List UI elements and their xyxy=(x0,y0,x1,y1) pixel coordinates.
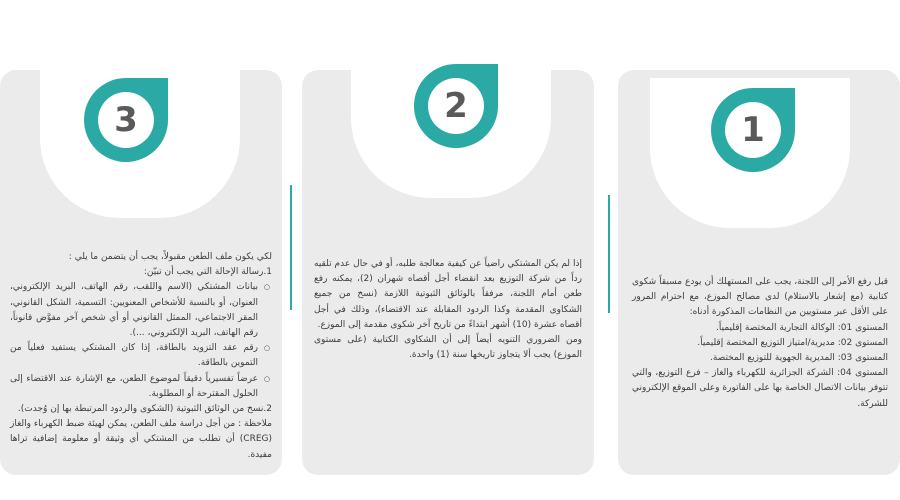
step-1-level: المستوى 01: الوكالة التجارية المختصة إقليمياً. xyxy=(716,322,888,333)
step-3-intro: لكي يكون ملف الطعن مقبولاً، يجب أن يتضمن ما يلي : xyxy=(68,252,272,262)
list-item: ○ بيانات المشتكي (الاسم واللقب، رقم الهاتف، البريد الإلكتروني، العنوان، أو بالنسبة للأشخاص المعنويين: التسمية، الشكل القانوني، المقر الاجتماعي، الممثل القانوني أو أي شخص آخر مفوَّض قانوناً، رقم الهاتف، البريد الإلكتروني، ...). xyxy=(10,280,258,341)
step-3-note: ملاحظة : من أجل دراسة ملف الطعن، يمكن لهيئة ضبط الكهرباء والغاز (CREG) أن تطلب من المشتكي أي وثيقة أو معلومة إضافية تراها مفيدة. xyxy=(10,419,272,460)
step-3-item-2: 2.نسخ من الوثائق الثبوتية (الشكوى والردود المرتبطة بها إن وُجدت). xyxy=(17,404,272,415)
step-2-text xyxy=(314,257,582,363)
divider-line xyxy=(608,195,610,313)
step-2-note: ومن الضروري التنويه أيضاً إلى أن الشكاوى الكتابية (على مستوى الموزع) يجب ألا يتجاوز تاريخها سنة (1) واحدة. xyxy=(314,335,582,361)
step-badge-2 xyxy=(408,58,504,154)
step-number: 1 xyxy=(741,110,765,150)
list-item: ○ رقم عقد التزويد بالطاقة، إذا كان المشتكي يستفيد فعلياً من التموين بالطاقة. xyxy=(10,341,258,371)
step-number: 3 xyxy=(114,100,138,140)
step-1-level: المستوى 04: الشركة الجزائرية للكهرباء والغاز – فرع التوزيع، والتي تتوفر بيانات الاتصال الخاصة بها على الفاتورة وعلى الموقع الإلكتروني للشركة. xyxy=(632,368,888,409)
step-3-item-1: 1.رسالة الإحالة التي يجب أن تبيّن: xyxy=(143,267,272,278)
step-1-level: المستوى 03: المديرية الجهوية للتوزيع المختصة. xyxy=(709,353,888,364)
list-item: ○ عرضاً تفسيرياً دقيقاً لموضوع الطعن، مع الإشارة عند الاقتضاء إلى الحلول المقترحة أو المطلوبة. xyxy=(10,372,258,402)
step-1-level: المستوى 02: مديرية/امتياز التوزيع المختصة إقليمياً. xyxy=(697,337,888,348)
step-1-text xyxy=(632,275,888,412)
step-1-intro: قبل رفع الأمر إلى اللجنة، يجب على المستهلك أن يودع مسبقاً شكوى كتابية (مع إشعار بالاستلام) لدى مصالح الموزع، مع احترام المرور على الأقل عبر مستويين من النظامات المذكورة أدناه: xyxy=(632,277,888,318)
step-3-bullet-list xyxy=(10,280,272,402)
step-number: 2 xyxy=(444,86,468,126)
step-badge-3 xyxy=(78,72,174,168)
step-2-paragraph: إذا لم يكن المشتكي راضياً عن كيفية معالجة طلبه، أو في حال عدم تلقيه رداً من شركة التوزيع بعد انقضاء أجل أقصاه شهران (2)، يمكنه رفع طعن أمام اللجنة، مرفقاً بالوثائق الثبوتية اللازمة (نسخ من جميع الشكاوى المقدمة وكذا الردود المقابلة عند الاقتضاء)، وذلك في أجل أقصاه عشرة (10) أشهر ابتداءً من تاريخ آخر شكوى مقدمة إلى الموزع. xyxy=(314,259,582,330)
step-3-text xyxy=(10,250,272,463)
divider-line xyxy=(290,185,292,310)
step-badge-1 xyxy=(705,82,801,178)
